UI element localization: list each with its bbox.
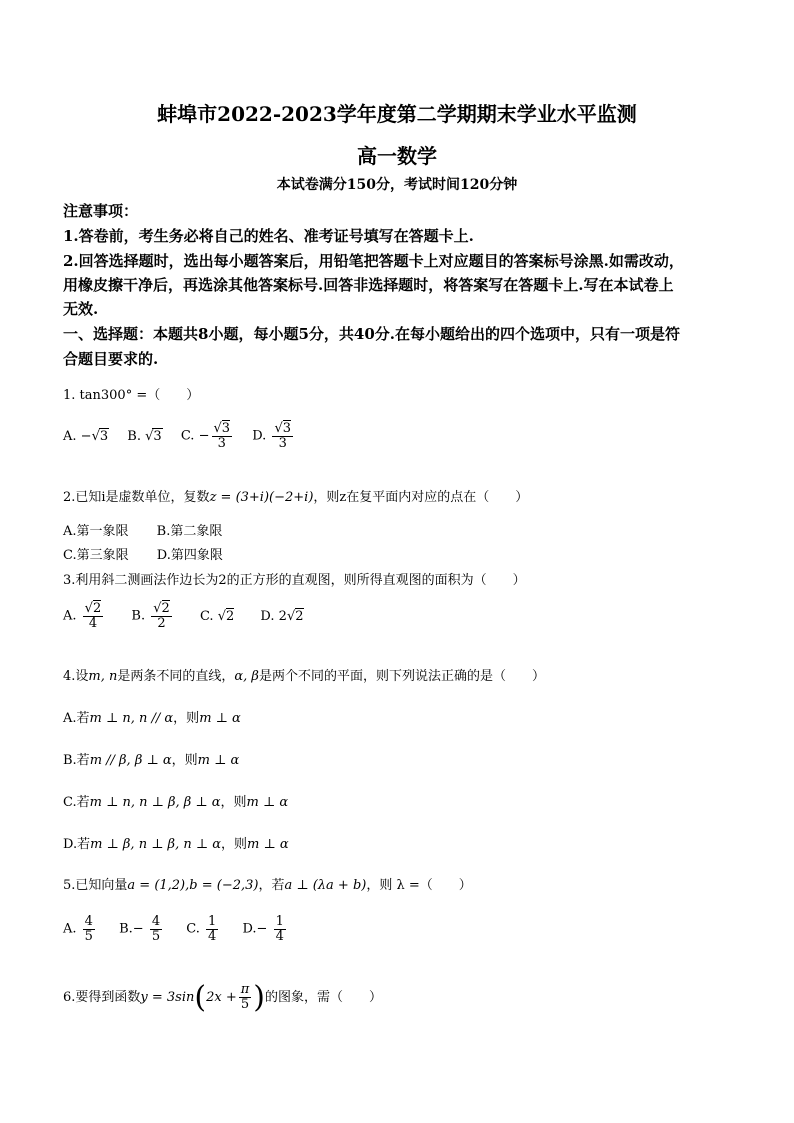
exam-title: 蚌埠市2022-2023学年度第二学期期末学业水平监测 — [157, 102, 637, 126]
q3-option-b: B. $\frac{√2}{2}$ — [131, 601, 170, 631]
note-item-2-line1: 2.回答选择题时，选出每小题答案后，用铅笔把答题卡上对应题目的答案标号涂黑.如需改动， — [63, 252, 684, 270]
exam-subtitle: 高一数学 — [357, 144, 437, 168]
q4-option-c: C.若m ⊥ n, n ⊥ β, β ⊥ α，则m ⊥ α — [63, 795, 289, 810]
q4-stem: 4.设m, n是两条不同的直线，α, β是两个不同的平面，则下列说法正确的是（ ） — [63, 669, 545, 684]
notes-heading: 注意事项： — [63, 202, 139, 220]
note-item-1: 1.答卷前，考生务必将自己的姓名、准考证号填写在答题卡上. — [63, 227, 474, 245]
q3-stem: 3.利用斜二测画法作边长为2的正方形的直观图，则所得直观图的面积为（ ） — [63, 573, 526, 588]
section-1-line1: 一、选择题：本题共8小题，每小题5分，共40分.在每小题给出的四个选项中，只有一项是符 — [63, 325, 680, 343]
q1-stem: 1. tan300° =（ ） — [63, 388, 200, 403]
q2-stem: 2.已知i是虚数单位，复数z = (3+i)(−2+i)，则z在复平面内对应的点在（ ） — [63, 490, 529, 505]
section-1-line2: 合题目要求的. — [63, 350, 159, 368]
q1-options — [63, 422, 309, 450]
q1-option-a: A. −√3 — [63, 428, 109, 444]
q5-option-c: C. $\frac{1}{4}$ — [186, 914, 217, 944]
q4-option-a: A.若m ⊥ n, n // α，则m ⊥ α — [63, 711, 241, 726]
q3-option-d: D. 2√2 — [260, 608, 304, 624]
q6-stem: 6.要得到函数y = 3sin(2x + $\frac{\pi}{5}$ )的图象，需（ ） — [63, 980, 383, 1015]
q4-option-d: D.若m ⊥ β, n ⊥ β, n ⊥ α，则m ⊥ α — [63, 837, 289, 852]
q3-options — [63, 602, 318, 630]
note-item-2-line3: 无效. — [63, 300, 99, 318]
q2-option-b: B.第二象限 — [156, 524, 223, 539]
q1-option-b: B. √3 — [127, 428, 162, 444]
q1-option-c: C. − $\frac{√3}{3}$ — [180, 421, 231, 451]
q5-stem: 5.已知向量a = (1,2),b = (−2,3)，若a ⊥ (λa + b)，则 λ =（ ） — [63, 878, 472, 893]
q3-option-a: A. $\frac{√2}{4}$ — [63, 601, 102, 631]
q2-options-row1 — [63, 520, 236, 539]
q5-option-d: D.− $\frac{1}{4}$ — [242, 914, 284, 944]
note-item-2-line2: 用橡皮擦干净后，再选涂其他答案标号.回答非选择题时，将答案写在答题卡上.写在本试卷上 — [63, 276, 674, 294]
q3-option-c: C. √2 — [199, 608, 235, 624]
q5-option-a: A. $\frac{4}{5}$ — [63, 914, 93, 944]
exam-info: 本试卷满分150分，考试时间120分钟 — [276, 177, 518, 193]
q2-option-a: A.第一象限 — [63, 524, 129, 539]
q5-option-b: B.− $\frac{4}{5}$ — [119, 914, 161, 944]
q2-option-d: D.第四象限 — [156, 548, 223, 563]
q1-option-d: D. $\frac{√3}{3}$ — [252, 421, 292, 451]
q2-option-c: C.第三象限 — [63, 548, 129, 563]
q4-option-b: B.若m // β, β ⊥ α，则m ⊥ α — [63, 753, 240, 768]
q2-options-row2 — [63, 544, 237, 563]
q5-options — [63, 915, 302, 943]
